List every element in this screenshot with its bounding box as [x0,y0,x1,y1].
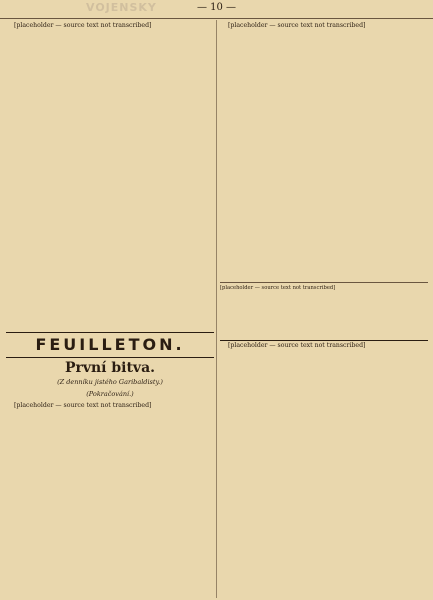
feuilleton-title: FEUILLETON. [35,335,185,354]
paragraph: [placeholder — source text not transcribed] [228,22,366,29]
right-column-top [220,22,428,280]
left-column-top [6,22,214,330]
paragraph: [placeholder — source text not transcribed] [14,22,152,29]
feuilleton-banner [6,332,214,358]
column-divider [216,20,217,598]
article-subtitle: (Z denníku jistého Garibaldisty.) [57,378,163,386]
right-column-bottom [220,342,428,598]
article-title: První bitva. [64,360,156,376]
footnote: [placeholder — source text not transcribed] [220,282,428,341]
library-stamp: VOJENSKY [86,1,157,14]
page-number: — 10 — [196,2,237,13]
section-rule [220,340,428,341]
article-continuation: (Pokračování.) [86,390,134,398]
paragraph: [placeholder — source text not transcribed] [14,402,152,409]
left-column-bottom [6,402,214,598]
paragraph: [placeholder — source text not transcribed] [228,342,366,349]
page-header [0,0,433,19]
